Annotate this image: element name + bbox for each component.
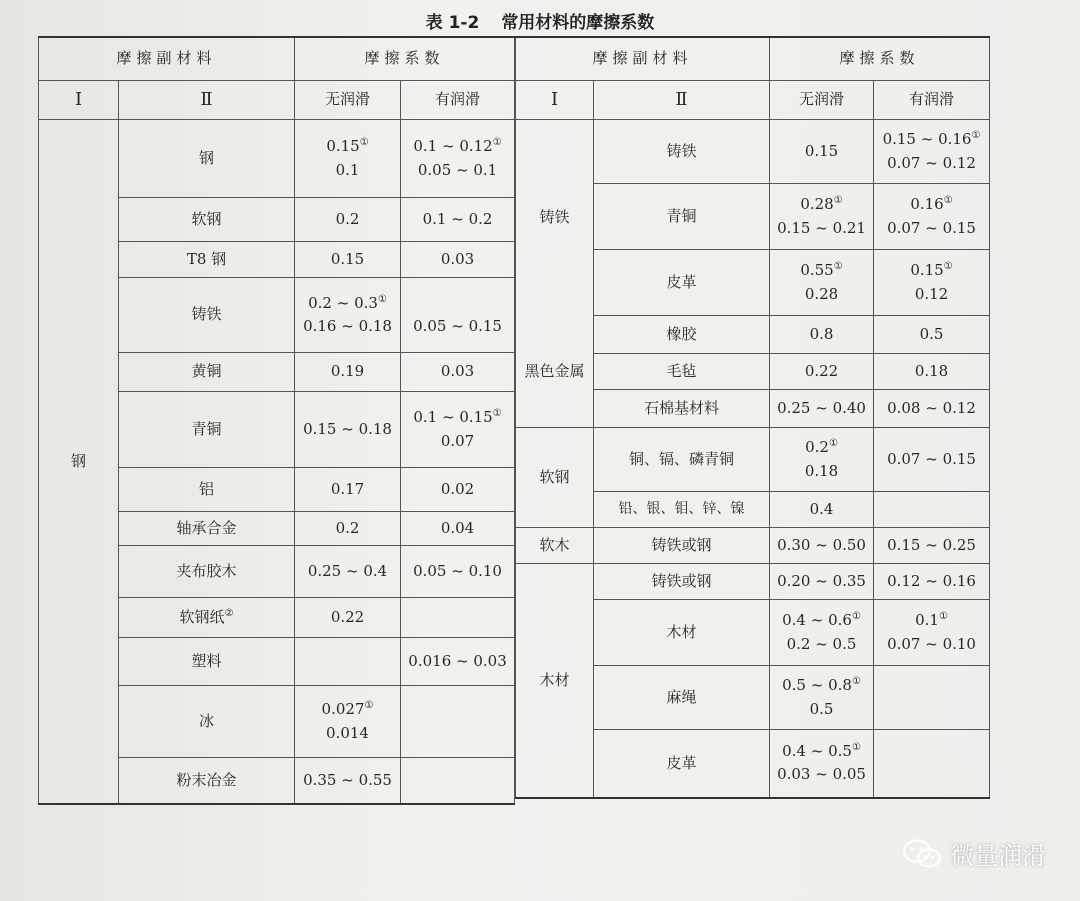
watermark <box>902 836 1046 871</box>
table-title <box>0 8 1080 33</box>
group-wood: 木材 <box>516 564 594 798</box>
material-cell: 铸铁 <box>594 120 770 184</box>
material-cell: 铜、镉、磷青铜 <box>594 428 770 492</box>
material-cell: 软钢纸② <box>119 598 295 638</box>
material-cell: 软钢 <box>119 198 295 242</box>
dry-cell: 0.2 ~ 0.3① 0.16 ~ 0.18 <box>295 278 401 353</box>
header-lubricated: 有润滑 <box>874 81 990 120</box>
dry-cell: 0.4 ~ 0.6① 0.2 ~ 0.5 <box>770 600 874 666</box>
dry-cell: 0.8 <box>770 316 874 354</box>
lub-cell: 0.02 <box>401 468 515 512</box>
lub-cell: 0.15 ~ 0.16① 0.07 ~ 0.12 <box>874 120 990 184</box>
table-row <box>516 316 990 354</box>
material-cell: 铸铁 <box>119 278 295 353</box>
lub-cell <box>874 666 990 730</box>
dry-cell: 0.2 <box>295 198 401 242</box>
dry-cell: 0.25 ~ 0.40 <box>770 390 874 428</box>
lub-cell <box>874 492 990 528</box>
right-friction-table <box>515 36 990 799</box>
header-coefficient: 摩擦系数 <box>295 37 515 81</box>
material-cell: 皮革 <box>594 250 770 316</box>
subgroup-mild-steel: 软钢 <box>516 428 594 528</box>
lub-cell: 0.05 ~ 0.15 <box>401 278 515 353</box>
material-cell: 冰 <box>119 686 295 758</box>
lub-cell: 0.1 ~ 0.15① 0.07 <box>401 392 515 468</box>
lub-cell: 0.16① 0.07 ~ 0.15 <box>874 184 990 250</box>
dry-cell: 0.20 ~ 0.35 <box>770 564 874 600</box>
material-cell: 木材 <box>594 600 770 666</box>
material-cell: 粉末冶金 <box>119 758 295 804</box>
dry-cell: 0.15 <box>770 120 874 184</box>
material-cell: 石棉基材料 <box>594 390 770 428</box>
dry-cell: 0.027① 0.014 <box>295 686 401 758</box>
material-cell: 塑料 <box>119 638 295 686</box>
table-row <box>516 564 990 600</box>
dry-cell: 0.15① 0.1 <box>295 120 401 198</box>
lub-cell: 0.05 ~ 0.10 <box>401 546 515 598</box>
header-level2: Ⅱ <box>594 81 770 120</box>
material-cell: 铸铁或钢 <box>594 564 770 600</box>
group-ferrous-metal: 黑色金属 <box>516 316 594 428</box>
material-cell: T8 钢 <box>119 242 295 278</box>
header-dry: 无润滑 <box>770 81 874 120</box>
table-row <box>39 120 515 198</box>
subgroup-cast-iron: 铸铁 <box>516 120 594 316</box>
lub-cell: 0.5 <box>874 316 990 354</box>
material-cell: 橡胶 <box>594 316 770 354</box>
dry-cell: 0.2 <box>295 512 401 546</box>
dry-cell: 0.2① 0.18 <box>770 428 874 492</box>
lub-cell: 0.18 <box>874 354 990 390</box>
header-lubricated: 有润滑 <box>401 81 515 120</box>
dry-cell: 0.4 <box>770 492 874 528</box>
lub-cell: 0.03 <box>401 242 515 278</box>
header-material-pair: 摩擦副材料 <box>516 37 770 81</box>
lub-cell: 0.016 ~ 0.03 <box>401 638 515 686</box>
lub-cell: 0.15① 0.12 <box>874 250 990 316</box>
lub-cell <box>874 730 990 798</box>
material-cell: 夹布胶木 <box>119 546 295 598</box>
watermark-text: 微量润滑 <box>950 842 1046 870</box>
header-level1: Ⅰ <box>39 81 119 120</box>
dry-cell: 0.55① 0.28 <box>770 250 874 316</box>
dry-cell: 0.4 ~ 0.5① 0.03 ~ 0.05 <box>770 730 874 798</box>
group-softwood: 软木 <box>516 528 594 564</box>
table-row <box>516 428 990 492</box>
material-cell: 青铜 <box>119 392 295 468</box>
material-cell: 轴承合金 <box>119 512 295 546</box>
material-cell: 毛毡 <box>594 354 770 390</box>
material-cell: 钢 <box>119 120 295 198</box>
material-cell: 黄铜 <box>119 353 295 392</box>
dry-cell: 0.35 ~ 0.55 <box>295 758 401 804</box>
material-cell: 青铜 <box>594 184 770 250</box>
dry-cell: 0.17 <box>295 468 401 512</box>
dry-cell: 0.22 <box>295 598 401 638</box>
group-steel: 钢 <box>39 120 119 804</box>
lub-cell: 0.1① 0.07 ~ 0.10 <box>874 600 990 666</box>
material-cell: 铝 <box>119 468 295 512</box>
table-caption: 常用材料的摩擦系数 <box>501 13 655 33</box>
header-coefficient: 摩擦系数 <box>770 37 990 81</box>
dry-cell: 0.28① 0.15 ~ 0.21 <box>770 184 874 250</box>
lub-cell: 0.1 ~ 0.2 <box>401 198 515 242</box>
dry-cell: 0.30 ~ 0.50 <box>770 528 874 564</box>
table-row <box>516 528 990 564</box>
wechat-icon <box>902 838 942 870</box>
table-number: 表 1-2 <box>425 13 480 33</box>
header-level1: Ⅰ <box>516 81 594 120</box>
material-cell: 铅、银、钼、锌、镍 <box>594 492 770 528</box>
left-friction-table <box>38 36 515 805</box>
table-row <box>516 120 990 184</box>
lub-cell: 0.07 ~ 0.15 <box>874 428 990 492</box>
lub-cell <box>401 686 515 758</box>
dry-cell: 0.15 ~ 0.18 <box>295 392 401 468</box>
lub-cell: 0.03 <box>401 353 515 392</box>
material-cell: 皮革 <box>594 730 770 798</box>
dry-cell: 0.22 <box>770 354 874 390</box>
lub-cell: 0.08 ~ 0.12 <box>874 390 990 428</box>
dry-cell: 0.19 <box>295 353 401 392</box>
lub-cell: 0.15 ~ 0.25 <box>874 528 990 564</box>
dry-cell: 0.5 ~ 0.8① 0.5 <box>770 666 874 730</box>
lub-cell: 0.1 ~ 0.12① 0.05 ~ 0.1 <box>401 120 515 198</box>
header-dry: 无润滑 <box>295 81 401 120</box>
material-cell: 麻绳 <box>594 666 770 730</box>
dry-cell <box>295 638 401 686</box>
lub-cell: 0.12 ~ 0.16 <box>874 564 990 600</box>
lub-cell <box>401 758 515 804</box>
material-cell: 铸铁或钢 <box>594 528 770 564</box>
lub-cell: 0.04 <box>401 512 515 546</box>
dry-cell: 0.25 ~ 0.4 <box>295 546 401 598</box>
lub-cell <box>401 598 515 638</box>
header-level2: Ⅱ <box>119 81 295 120</box>
dry-cell: 0.15 <box>295 242 401 278</box>
header-material-pair: 摩擦副材料 <box>39 37 295 81</box>
